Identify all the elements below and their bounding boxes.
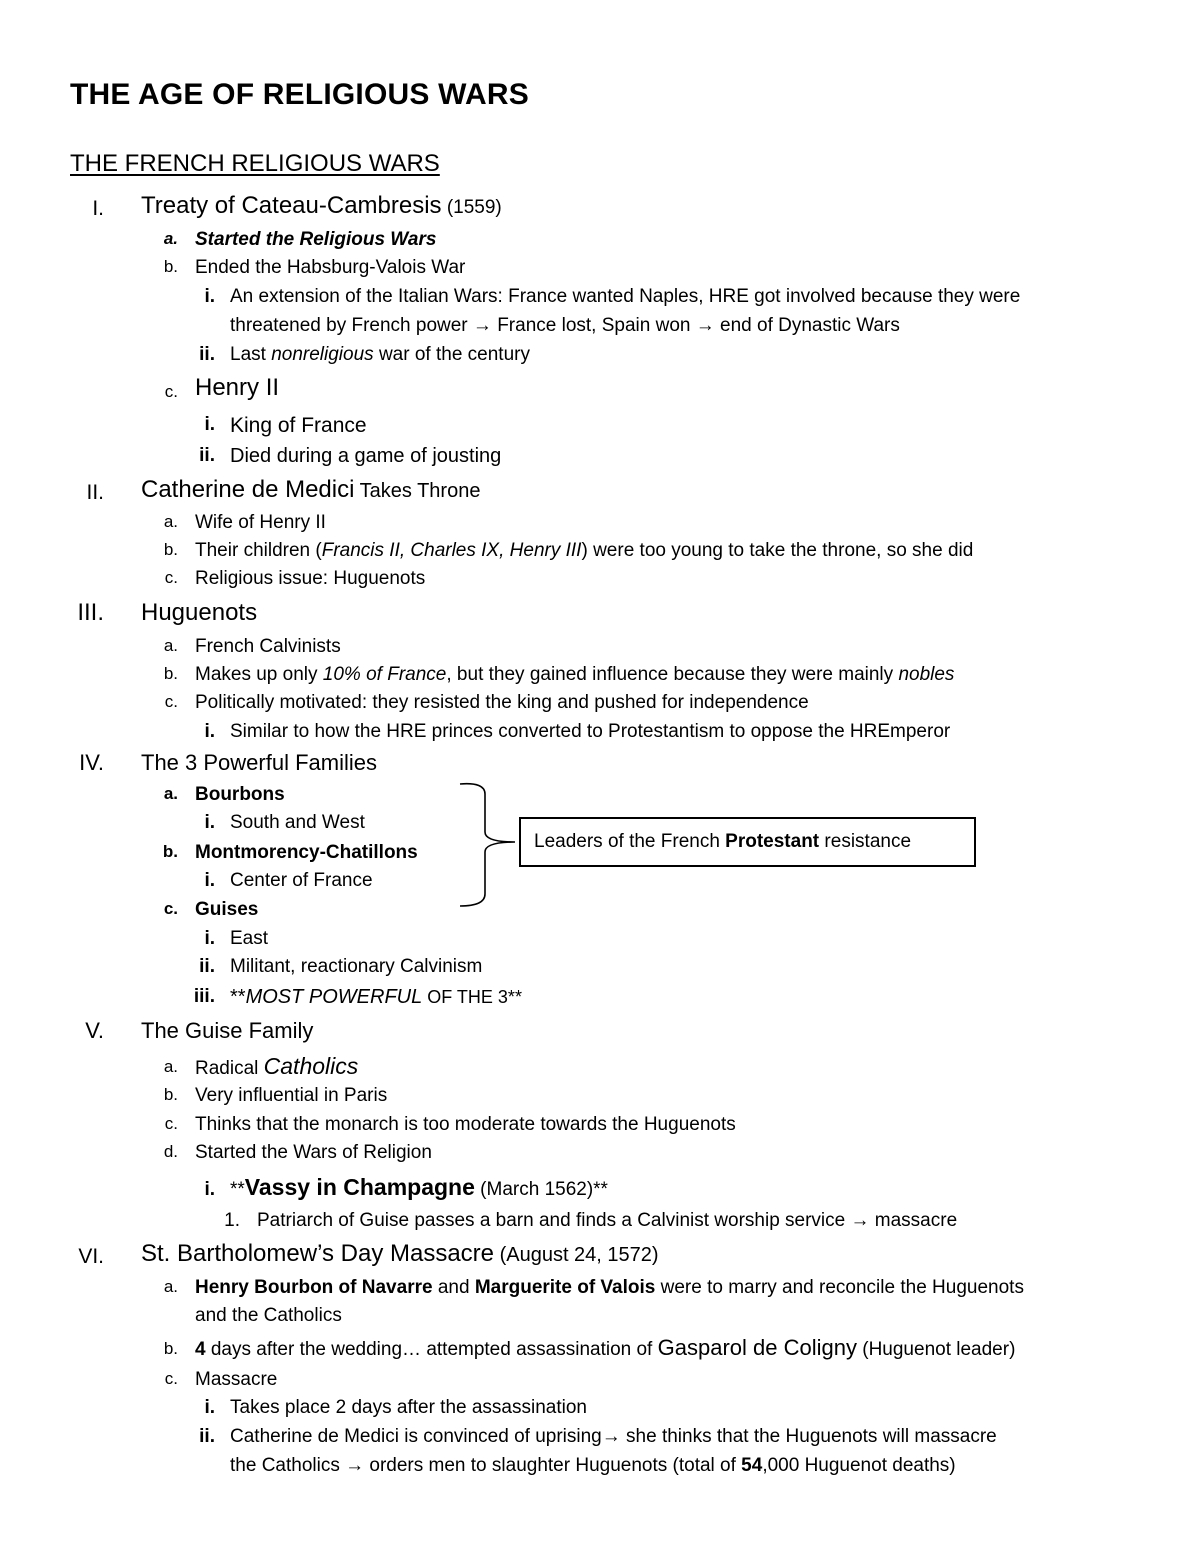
item-text — [230, 345, 530, 364]
text-run: (August 24, 1572) — [494, 1244, 659, 1266]
marker: i. — [204, 1179, 215, 1200]
marker: a. — [163, 784, 178, 803]
item-text — [230, 1176, 608, 1199]
item-title: St. Bartholomew’s Day Massacre — [141, 1240, 495, 1267]
item-text: Very influential in Paris — [195, 1085, 388, 1106]
arrow-icon: → — [695, 315, 715, 336]
bold-run: Marguerite of Valois — [474, 1277, 656, 1298]
marker: i. — [204, 414, 215, 435]
item-text: Religious issue: Huguenots — [195, 568, 426, 589]
marker: i. — [204, 286, 215, 307]
marker: i. — [204, 812, 215, 833]
text-run: and — [432, 1277, 475, 1298]
marker: c. — [163, 899, 178, 918]
item-title: Catherine de Medici — [141, 476, 355, 503]
bold-run: 4 — [195, 1339, 206, 1360]
marker: b. — [163, 257, 178, 276]
marker: i. — [204, 928, 215, 949]
text-run: Takes Throne — [354, 480, 481, 502]
item-text: The Guise Family — [141, 1018, 314, 1043]
text-run: end of Dynastic Wars — [714, 315, 900, 336]
item-text: Died during a game of jousting — [230, 445, 502, 467]
item-text: Started the Wars of Religion — [195, 1142, 432, 1163]
arrow-icon: → — [345, 1455, 365, 1476]
bold-run: Protestant — [725, 831, 820, 852]
text-run: Patriarch of Guise passes a barn and finds a Calvinist worship service — [257, 1210, 851, 1231]
item-text — [141, 1242, 659, 1266]
text-run: Makes up only — [195, 664, 323, 685]
item-text: Wife of Henry II — [195, 512, 326, 533]
bold-run: Henry Bourbon of Navarre — [195, 1277, 433, 1298]
marker: b. — [163, 540, 178, 559]
marker: c. — [164, 1114, 178, 1133]
text-run: resistance — [819, 831, 912, 852]
marker: 1. — [224, 1210, 240, 1231]
page-title: THE AGE OF RELIGIOUS WARS — [70, 78, 529, 111]
text-run: OF THE 3** — [422, 987, 522, 1007]
marker: b. — [163, 664, 178, 683]
item-text — [230, 987, 522, 1007]
marker: IV. — [79, 750, 104, 775]
item-text: Similar to how the HRE princes converted to Protestantism to oppose the HREmperor — [230, 721, 951, 742]
item-text: The 3 Powerful Families — [141, 750, 377, 775]
text-run: were to marry and reconcile the Huguenots — [655, 1277, 1024, 1298]
item-text — [141, 478, 480, 502]
item-text: and the Catholics — [195, 1305, 342, 1326]
item-text: South and West — [230, 812, 365, 833]
marker: c. — [164, 568, 178, 587]
bold-run: 54 — [741, 1455, 763, 1476]
text-run: Gasparol de Coligny — [657, 1335, 857, 1360]
item-text: Ended the Habsburg-Valois War — [195, 257, 466, 278]
text-run: war of the century — [373, 344, 530, 365]
marker: b. — [162, 842, 178, 861]
marker: III. — [77, 599, 104, 626]
item-text: Thinks that the monarch is too moderate towards the Huguenots — [195, 1114, 736, 1135]
marker: c. — [164, 692, 178, 711]
item-text — [141, 194, 502, 218]
item-text: An extension of the Italian Wars: France wanted Naples, HRE got involved because they were — [230, 286, 1021, 307]
text-run: Leaders of the French — [534, 831, 726, 852]
item-text: French Calvinists — [195, 636, 341, 657]
text-run: ) were too young to take the throne, so she did — [581, 540, 974, 561]
marker: ii. — [199, 445, 215, 466]
item-text — [230, 316, 900, 335]
item-text: East — [230, 928, 269, 949]
item-text — [195, 541, 973, 560]
text-run: threatened by French power — [230, 315, 473, 336]
text-run: ,000 Huguenot deaths) — [762, 1455, 956, 1476]
item-text — [230, 1456, 956, 1475]
marker: I. — [92, 197, 104, 220]
item-text: King of France — [230, 414, 367, 437]
marker: d. — [163, 1142, 178, 1161]
marker: II. — [86, 481, 104, 504]
arrow-icon: → — [850, 1210, 870, 1231]
emphasis: MOST POWERFUL — [245, 986, 423, 1008]
marker: a. — [163, 512, 178, 531]
text-run: days after the wedding… attempted assassination of — [205, 1339, 658, 1360]
marker: b. — [163, 1339, 178, 1358]
item-text — [230, 1427, 997, 1446]
item-text: Politically motivated: they resisted the king and pushed for independence — [195, 692, 809, 713]
marker: a. — [163, 1057, 178, 1076]
marker: ii. — [199, 1426, 215, 1447]
marker: i. — [204, 1397, 215, 1418]
text-run: Their children ( — [195, 540, 322, 561]
marker: a. — [163, 1277, 178, 1296]
marker: b. — [163, 1085, 178, 1104]
arrow-icon: → — [601, 1426, 621, 1447]
marker: a. — [163, 229, 178, 248]
item-text — [195, 1337, 1015, 1359]
text-run: Radical — [195, 1058, 264, 1079]
section-heading: THE FRENCH RELIGIOUS WARS — [70, 150, 440, 177]
text-run: France lost, Spain won — [491, 315, 696, 336]
item-text — [257, 1211, 957, 1230]
text-run: ** — [230, 986, 246, 1008]
emphasis: Catholics — [263, 1053, 359, 1079]
item-text: Massacre — [195, 1369, 278, 1390]
item-text: Takes place 2 days after the assassination — [230, 1397, 587, 1418]
text-run: (Huguenot leader) — [856, 1339, 1016, 1360]
text-run: she thinks that the Huguenots will massacre — [620, 1426, 997, 1447]
item-text: Guises — [195, 899, 259, 920]
text-run: Catherine de Medici is convinced of uprising — [230, 1426, 602, 1447]
text-run: orders men to slaughter Huguenots (total of — [364, 1455, 742, 1476]
arrow-icon: → — [472, 315, 492, 336]
bold-run: Vassy in Champagne — [244, 1174, 475, 1200]
emphasis: nobles — [898, 664, 955, 685]
marker: a. — [163, 636, 178, 655]
emphasis: 10% of France — [322, 664, 447, 685]
marker: VI. — [78, 1245, 104, 1268]
text-run: the Catholics — [230, 1455, 346, 1476]
marker: iii. — [193, 986, 215, 1007]
text-run: , but they gained influence because they were mainly — [446, 664, 899, 685]
emphasis: nonreligious — [271, 344, 374, 365]
item-text: Bourbons — [195, 784, 285, 805]
marker: V. — [85, 1018, 104, 1043]
callout-box — [519, 817, 976, 867]
item-text: Henry II — [195, 374, 280, 401]
item-text: Militant, reactionary Calvinism — [230, 956, 483, 977]
item-year: (1559) — [441, 197, 502, 218]
marker: c. — [164, 382, 178, 401]
text-run: massacre — [869, 1210, 958, 1231]
item-text — [195, 1055, 358, 1078]
item-text — [195, 1278, 1024, 1297]
text-run: ** — [230, 1179, 245, 1200]
item-text: Huguenots — [141, 599, 258, 626]
item-text — [195, 665, 954, 684]
item-text: Montmorency-Chatillons — [195, 842, 418, 863]
marker: i. — [204, 870, 215, 891]
marker: ii. — [199, 344, 215, 365]
emphasis: Francis II, Charles IX, Henry III — [321, 540, 582, 561]
curly-brace-icon — [455, 780, 519, 912]
text-run: (March 1562)** — [474, 1179, 608, 1200]
item-text: Started the Religious Wars — [195, 229, 437, 250]
item-text: Center of France — [230, 870, 373, 891]
marker: i. — [204, 721, 215, 742]
item-title: Treaty of Cateau-Cambresis — [141, 192, 442, 219]
text-run: Last — [230, 344, 272, 365]
marker: ii. — [199, 956, 215, 977]
marker: c. — [164, 1369, 178, 1388]
